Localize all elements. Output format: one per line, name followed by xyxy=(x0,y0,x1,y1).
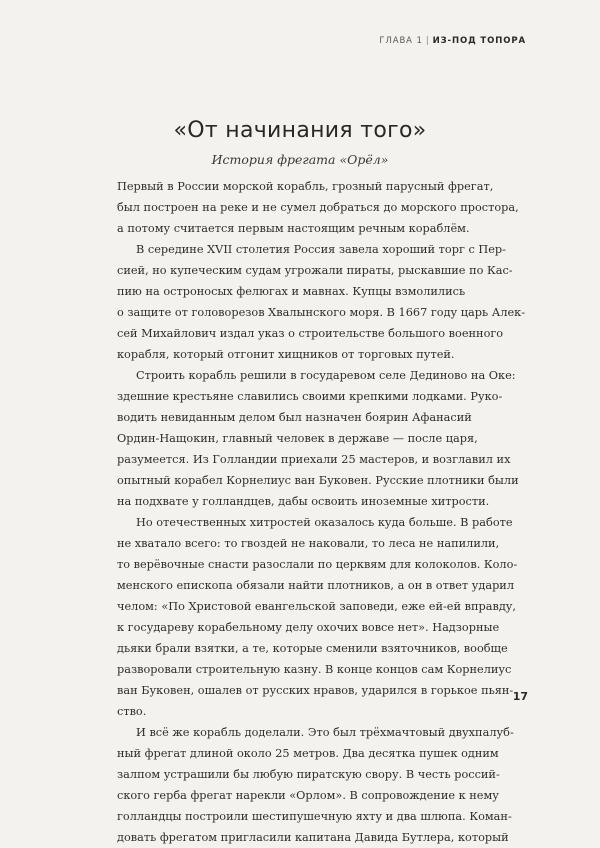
text-line: к государеву корабельному делу охочих вовсе нет». Надзорные xyxy=(117,621,500,634)
text-line: ского герба фрегат нарекли «Орлом». В сопровождение к нему xyxy=(117,789,499,802)
text-line: голландцы построили шестипушечную яхту и два шлюпа. Коман- xyxy=(117,810,512,823)
text-line: был построен на реке и не сумел добраться до морского простора, xyxy=(117,201,519,214)
text-line: менского епископа обязали найти плотников, а он в ответ ударил xyxy=(117,579,515,592)
text-line: на подхвате у голландцев, дабы освоить иноземные хитрости. xyxy=(117,495,490,508)
text-line: то верёвочные снасти разослали по церквям для колоколов. Коло- xyxy=(117,558,518,571)
text-line: челом: «По Христовой евангельской заповеди, еже ей-ей вправду, xyxy=(117,600,517,613)
text-line: Ордин-Нащокин, главный человек в державе — после царя, xyxy=(117,432,478,445)
text-line: ный фрегат длиной около 25 метров. Два десятка пушек одним xyxy=(117,747,499,760)
text-line: ство. xyxy=(117,705,147,718)
text-line: корабля, который отгонит хищников от торговых путей. xyxy=(117,348,455,361)
text-line: И всё же корабль доделали. Это был трёхмачтовый двухпалуб- xyxy=(136,726,514,739)
page-number: 17 xyxy=(512,690,528,703)
text-line: Первый в России морской корабль, грозный парусный фрегат, xyxy=(117,180,494,193)
text-line: пию на остроносых фелюгах и мавнах. Купцы взмолились xyxy=(117,285,466,298)
text-line: В середине XVII столетия Россия завела хороший торг с Пер- xyxy=(136,243,506,256)
body-text xyxy=(117,176,535,848)
running-head-title: ИЗ-ПОД ТОПОРА xyxy=(432,36,526,46)
text-line: о защите от головорезов Хвалынского моря. В 1667 году царь Алек- xyxy=(117,306,526,319)
running-head xyxy=(379,36,526,46)
text-line: сей Михайлович издал указ о строительстве большого военного xyxy=(117,327,504,340)
text-line: а потому считается первым настоящим речным кораблём. xyxy=(117,222,470,235)
text-line: разворовали строительную казну. В конце концов сам Корнелиус xyxy=(117,663,512,676)
text-line: здешние крестьяне славились своими крепкими лодками. Руко- xyxy=(117,390,503,403)
running-head-chapter: ГЛАВА 1 xyxy=(379,36,423,46)
text-line: разумеется. Из Голландии приехали 25 мастеров, и возглавил их xyxy=(117,453,511,466)
text-line: ван Буковен, ошалев от русских нравов, ударился в горькое пьян- xyxy=(117,684,514,697)
text-line: дьяки брали взятки, а те, которые сменили взяточников, вообще xyxy=(117,642,508,655)
text-line: Строить корабль решили в государевом селе Дединово на Оке: xyxy=(136,369,516,382)
running-head-separator: | xyxy=(425,36,430,46)
text-line: сией, но купеческим судам угрожали пираты, рыскавшие по Кас- xyxy=(117,264,513,277)
section-title: «От начинания того» xyxy=(173,118,427,143)
text-line: опытный корабел Корнелиус ван Буковен. Русские плотники были xyxy=(117,474,519,487)
text-line: залпом устрашили бы любую пиратскую свору. В честь россий- xyxy=(117,768,500,781)
text-line: водить невиданным делом был назначен боярин Афанасий xyxy=(117,411,472,424)
text-line: Но отечественных хитростей оказалось куда больше. В работе xyxy=(136,516,513,529)
text-line: не хватало всего: то гвоздей не наковали, то леса не напилили, xyxy=(117,537,500,550)
text-line: довать фрегатом пригласили капитана Давида Бутлера, который xyxy=(117,831,509,844)
section-subtitle: История фрегата «Орёл» xyxy=(211,152,389,167)
